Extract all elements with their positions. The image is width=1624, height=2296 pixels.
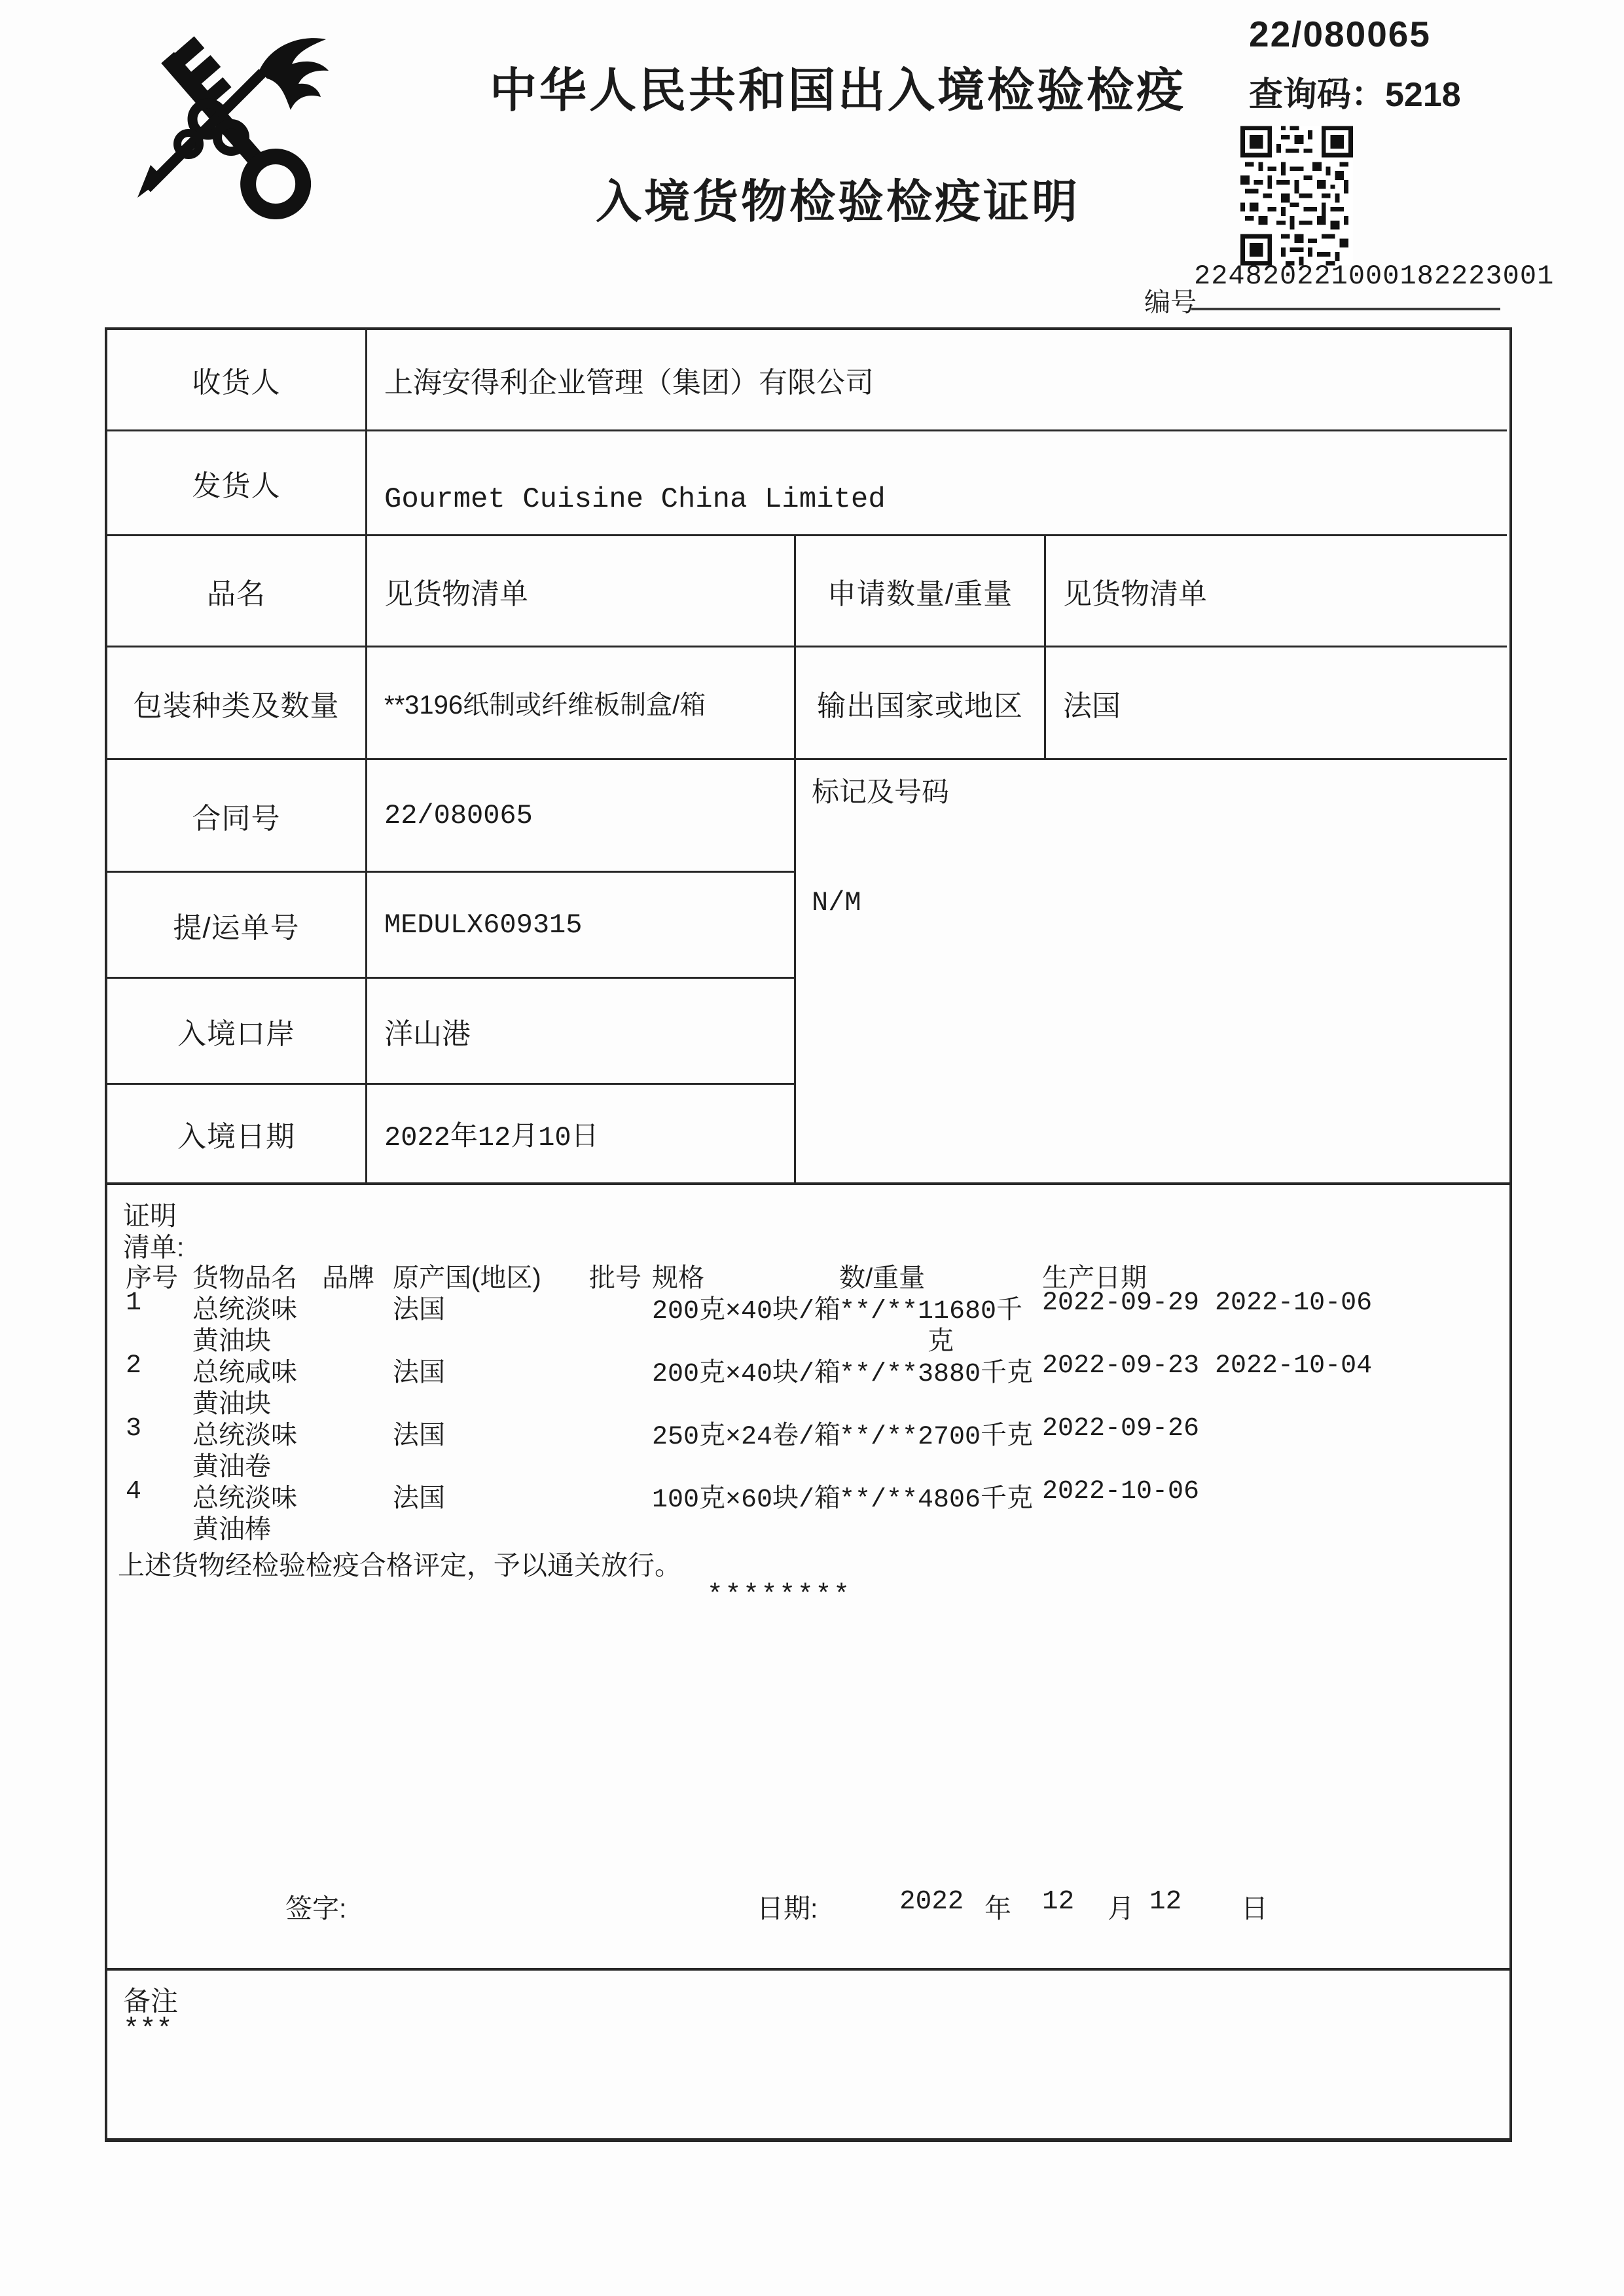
consignee-value: 上海安得利企业管理（集团）有限公司 xyxy=(365,330,1507,429)
list-label: 清单: xyxy=(123,1232,185,1262)
item-name: 总统淡味 xyxy=(192,1484,297,1512)
packing-value: **3196纸制或纤维板制盒/箱 xyxy=(365,646,794,758)
port-label: 入境口岸 xyxy=(107,977,365,1083)
item-name-2: 黄油块 xyxy=(192,1326,271,1355)
date-label: 日期: xyxy=(757,1893,818,1923)
item-spec: 200克×40块/箱 xyxy=(652,1360,841,1389)
page-title: 中华人民共和国出入境检验检疫 xyxy=(489,65,1186,117)
marks-cell xyxy=(794,758,1507,1182)
date-year: 2022 xyxy=(899,1887,964,1917)
item-no: 2 xyxy=(126,1351,142,1381)
item-origin: 法国 xyxy=(393,1421,445,1449)
item-spec: 200克×40块/箱 xyxy=(652,1297,841,1326)
qr-code xyxy=(1240,126,1353,266)
col-header: 原产国(地区) xyxy=(393,1264,541,1292)
item-qty: **/**2700千克 xyxy=(839,1423,1034,1452)
remarks-section xyxy=(105,1971,1512,2142)
qty-value: 见货物清单 xyxy=(1044,534,1507,646)
item-name-2: 黄油棒 xyxy=(192,1515,271,1544)
item-dates: 2022-10-06 xyxy=(1042,1477,1200,1506)
item-no: 4 xyxy=(126,1477,142,1506)
entry-date-value: 2022年12月10日 xyxy=(365,1083,794,1182)
item-origin: 法国 xyxy=(393,1484,445,1512)
ciq-emblem-icon xyxy=(110,20,340,219)
packing-label: 包装种类及数量 xyxy=(107,646,365,758)
item-qty: **/**4806千克 xyxy=(839,1485,1034,1515)
info-table xyxy=(105,327,1512,1185)
col-header: 数/重量 xyxy=(839,1264,926,1292)
stars-text: ******** xyxy=(707,1580,852,1611)
col-header: 生产日期 xyxy=(1042,1264,1147,1292)
conclusion-text: 上述货物经检验检疫合格评定，予以通关放行。 xyxy=(118,1550,681,1580)
export-country-value: 法国 xyxy=(1044,646,1507,758)
consignor-label: 发货人 xyxy=(107,429,365,534)
item-dates: 2022-09-23 2022-10-04 xyxy=(1042,1351,1373,1381)
consignee-label: 收货人 xyxy=(192,367,281,399)
contract-value: 22/080065 xyxy=(365,758,794,871)
product-label: 品名 xyxy=(107,534,365,646)
item-dates: 2022-09-26 xyxy=(1042,1414,1200,1444)
item-no: 1 xyxy=(126,1288,142,1318)
item-name: 总统咸味 xyxy=(192,1358,297,1387)
col-header: 序号 xyxy=(126,1264,178,1292)
date-year-unit: 年 xyxy=(984,1893,1011,1923)
item-origin: 法国 xyxy=(393,1295,445,1324)
sign-label: 签字: xyxy=(285,1893,347,1923)
serial-label: 编号 xyxy=(1144,288,1197,317)
bl-label: 提/运单号 xyxy=(107,871,365,977)
col-header: 货物品名 xyxy=(192,1264,297,1292)
item-qty-2: 克 xyxy=(928,1326,954,1355)
date-day: 12 xyxy=(1149,1887,1182,1917)
item-no: 3 xyxy=(126,1414,142,1444)
item-name: 总统淡味 xyxy=(192,1421,297,1449)
page-subtitle: 入境货物检验检疫证明 xyxy=(596,176,1080,227)
item-dates: 2022-09-29 2022-10-06 xyxy=(1042,1288,1373,1318)
port-value: 洋山港 xyxy=(365,977,794,1083)
list-row-cont xyxy=(126,1508,1504,1546)
col-header: 批号 xyxy=(589,1264,641,1292)
remarks-value: *** xyxy=(123,2014,173,2045)
query-code: 查询码：5218 xyxy=(1249,76,1461,114)
item-origin: 法国 xyxy=(393,1358,445,1387)
item-name-2: 黄油块 xyxy=(192,1389,271,1418)
item-qty: **/**3880千克 xyxy=(839,1360,1034,1389)
bl-value: MEDULX609315 xyxy=(365,871,794,977)
reference-number: 22/080065 xyxy=(1249,14,1431,54)
col-header: 品牌 xyxy=(322,1264,374,1292)
entry-date-label: 入境日期 xyxy=(107,1083,365,1182)
remarks-label: 备注 xyxy=(123,1986,179,2016)
date-month: 12 xyxy=(1042,1887,1075,1917)
cert-label: 证明 xyxy=(123,1201,177,1231)
item-name: 总统淡味 xyxy=(192,1295,297,1324)
serial-underline xyxy=(1191,308,1500,310)
item-spec: 100克×60块/箱 xyxy=(652,1485,841,1515)
product-value: 见货物清单 xyxy=(365,534,794,646)
item-qty: **/**11680千 xyxy=(839,1297,1023,1326)
date-month-unit: 月 xyxy=(1108,1893,1134,1923)
item-name-2: 黄油卷 xyxy=(192,1452,271,1481)
item-spec: 250克×24卷/箱 xyxy=(652,1423,841,1452)
date-day-unit: 日 xyxy=(1241,1893,1268,1923)
export-country-label: 输出国家或地区 xyxy=(794,646,1044,758)
qty-label: 申请数量/重量 xyxy=(794,534,1044,646)
col-header: 规格 xyxy=(652,1264,704,1292)
serial-number: 224820221000182223001 xyxy=(1194,261,1555,292)
consignor-value: Gourmet Cuisine China Limited xyxy=(365,429,1507,534)
contract-label: 合同号 xyxy=(107,758,365,871)
cert-listing-section xyxy=(105,1185,1512,1971)
marks-value: N/M xyxy=(812,887,861,919)
marks-label: 标记及号码 xyxy=(812,776,950,807)
